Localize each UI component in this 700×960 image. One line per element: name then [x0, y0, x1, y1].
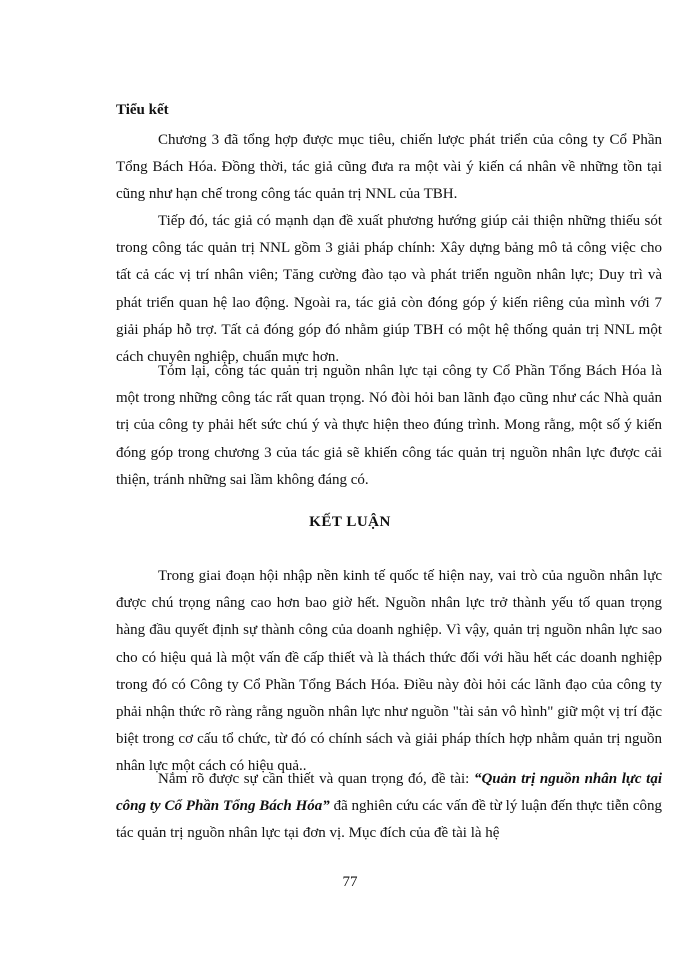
summary-paragraph-3: Tóm lại, công tác quản trị nguồn nhân lực tại công ty Cổ Phần Tổng Bách Hóa là một trong những công tác rất quan trọng. Nó đòi hỏi ban lãnh đạo cũng như các Nhà quản trị của công ty phải hết sức chú ý và thực hiện theo đúng trình. Mong rằng, một số ý kiến đóng góp trong chương 3 của tác giả sẽ khiến công tác quản trị nguồn nhân lực được cải thiện, tránh những sai lầm không đáng có. [116, 363, 662, 488]
conclusion-paragraph-1: Trong giai đoạn hội nhập nền kinh tế quốc tế hiện nay, vai trò của nguồn nhân lực được chú trọng nâng cao hơn bao giờ hết. Nguồn nhân lực trở thành yếu tố quan trọng hàng đầu quyết định sự thành công của doanh nghiệp. Vì vậy, quản trị nguồn nhân lực sao cho có hiệu quả là một vấn đề cấp thiết và là thách thức đối với hầu hết các doanh nghiệp trong đó có Công ty Cổ Phần Tổng Bách Hóa. Điều này đòi hỏi các lãnh đạo của công ty phải nhận thức rõ ràng rằng nguồn nhân lực như nguồn "tài sản vô hình" giữ một vị trí đặc biệt trong cơ cấu tổ chức, từ đó có chính sách và giải pháp thích hợp nhằm quản trị nguồn nhân lực một cách có hiệu quả.. [116, 568, 662, 775]
summary-paragraph-2: Tiếp đó, tác giả có mạnh dạn đề xuất phương hướng giúp cải thiện những thiếu sót trong công tác quản trị NNL gồm 3 giải pháp chính: Xây dựng bảng mô tả công việc cho tất cả các vị trí nhân viên; Tăng cường đào tạo và phát triển nguồn nhân lực; Duy trì và phát triển quan hệ lao động. Ngoài ra, tác giả còn đóng góp ý kiến riêng của mình với 7 giải pháp hỗ trợ. Tất cả đóng góp đó nhằm giúp TBH có một hệ thống quản trị NNL một cách chuyên nghiệp, chuẩn mực hơn. [116, 213, 662, 366]
paragraph2-lead: Nắm rõ được sự cần thiết và quan trọng đó, đề tài: [158, 771, 474, 787]
thesis-title: “Quản trị nguồn nhân lực tại công ty Cổ Phần Tổng Bách Hóa” [116, 771, 663, 815]
conclusion-heading: KẾT LUẬN [309, 514, 391, 530]
page-number: 77 [342, 874, 358, 890]
section-heading-summary: Tiểu kết [116, 102, 169, 118]
summary-paragraph-1: Chương 3 đã tổng hợp được mục tiêu, chiến lược phát triển của công ty Cổ Phần Tổng Bách Hóa. Đồng thời, tác giả cũng đưa ra một vài ý kiến cá nhân về những tồn tại cũng như hạn chế trong công tác quản trị NNL của TBH. [116, 132, 662, 203]
conclusion-paragraph-2 [116, 766, 662, 848]
paragraph2-tail: đã nghiên cứu các vấn đề từ lý luận đến thực tiễn công tác quản trị nguồn nhân lực tại đơn vị. Mục đích của đề tài là hệ [116, 798, 662, 842]
